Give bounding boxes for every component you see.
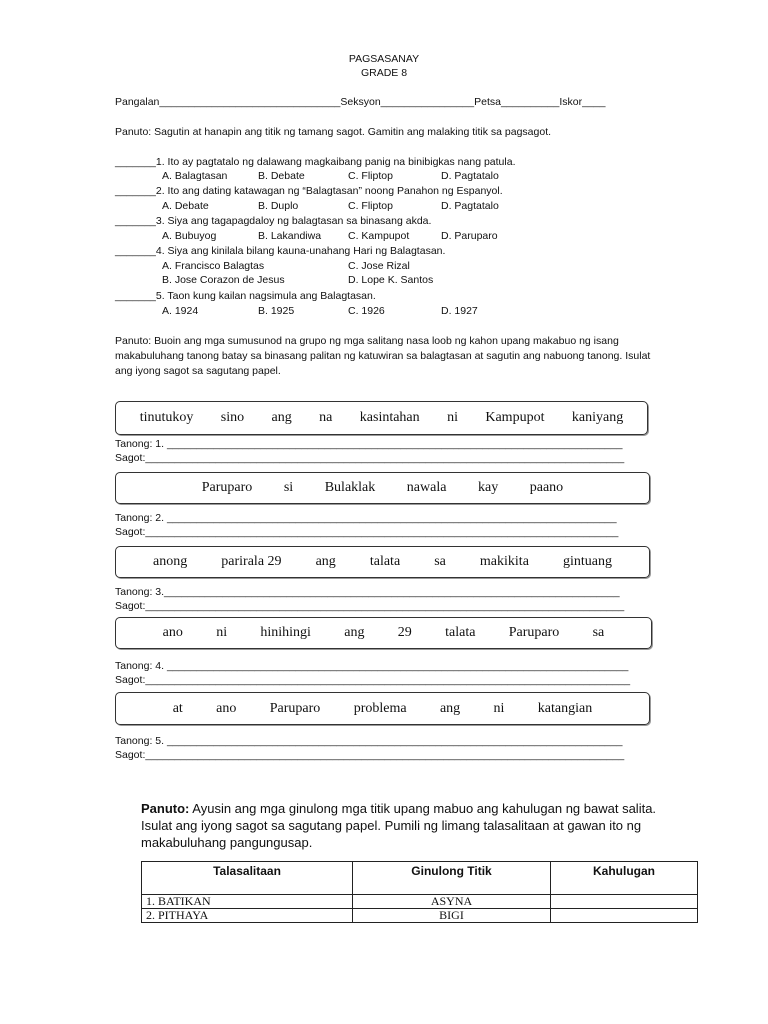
option-a: A. Bubuyog	[162, 230, 217, 242]
option-b: B. Duplo	[258, 200, 299, 212]
word: sa	[434, 554, 446, 569]
header-kahulugan: Kahulugan	[551, 862, 698, 895]
word: ang	[344, 625, 365, 640]
part3-instruction-text: Ayusin ang mga ginulong mga titik upang mabuo ang kahulugan ng bawat salita. Isulat ang iyong sagot sa sagutang papel. Pumili ng limang talasalitaan at gawan ito ng makabuluhang pangungusap.	[141, 801, 657, 850]
question-text: _______2. Ito ang dating katawagan ng “Balagtasan” noong Panahon ng Espanyol.	[115, 185, 503, 197]
option-d: D. 1927	[441, 305, 478, 317]
option-d: D. Paruparo	[441, 230, 498, 242]
word: anong	[153, 554, 188, 569]
question-text: _______4. Siya ang kinilala bilang kauna-unahang Hari ng Balagtasan.	[115, 245, 446, 257]
cell-meaning[interactable]	[551, 909, 698, 923]
word: katangian	[537, 700, 593, 716]
word: Paruparo	[201, 480, 253, 495]
word: Kampupot	[485, 410, 545, 425]
word: kay	[477, 480, 499, 495]
sagot-2-line[interactable]: Sagot:_________________________________________________________________________________	[115, 526, 619, 538]
tanong-3-line[interactable]: Tanong: 3.______________________________________________________________________________	[115, 586, 620, 598]
word: sino	[220, 410, 245, 425]
word-box-3	[115, 546, 650, 578]
cell-word: 2. PITHAYA	[142, 909, 353, 923]
word: nawala	[406, 480, 447, 495]
cell-meaning[interactable]	[551, 895, 698, 909]
option-a: A. 1924	[162, 305, 199, 317]
word: ang	[439, 700, 461, 716]
option-a: A. Debate	[162, 200, 209, 212]
cell-word: 1. BATIKAN	[142, 895, 353, 909]
word: talata	[445, 625, 476, 640]
word: ang	[315, 554, 336, 569]
part2-instruction: Panuto: Buoin ang mga sumusunod na grupo ng mga salitang nasa loob ng kahon upang makabuo ng isang makabuluhang tanong batay sa binasang palitan ng katuwiran sa balagtasan at sagutin ang nabuong tanong. Isulat ang iyong sagot sa sagutang papel.	[115, 335, 651, 377]
option-c: C. Jose Rizal	[348, 260, 410, 272]
header-talasalitaan: Talasalitaan	[142, 862, 353, 895]
word: paano	[529, 480, 564, 495]
word: at	[172, 700, 183, 716]
sagot-5-line[interactable]: Sagot:__________________________________________________________________________________	[115, 749, 625, 761]
sagot-4-line[interactable]: Sagot:___________________________________________________________________________________	[115, 674, 631, 686]
question-text: _______3. Siya ang tagapagdaloy ng balagtasan sa binasang akda.	[115, 215, 432, 227]
word: Bulaklak	[324, 480, 376, 495]
sagot-3-line[interactable]: Sagot:__________________________________________________________________________________	[115, 600, 625, 612]
option-a: A. Balagtasan	[162, 170, 228, 182]
tanong-5-line[interactable]: Tanong: 5. ______________________________________________________________________________	[115, 735, 623, 747]
page-title: PAGSASANAY	[348, 53, 420, 65]
vocabulary-table	[141, 861, 698, 923]
word: Paruparo	[269, 700, 321, 716]
word: ni	[216, 625, 228, 640]
student-info-line: Pangalan_______________________________Seksyon________________Petsa__________Iskor____	[115, 96, 606, 108]
word: hinihingi	[260, 625, 311, 640]
word: talata	[369, 554, 401, 569]
word: na	[319, 410, 333, 425]
question-text: _______5. Taon kung kailan nagsimula ang Balagtasan.	[115, 290, 376, 302]
part3-instruction	[141, 800, 681, 851]
cell-scrambled: BIGI	[353, 909, 551, 923]
word: kaniyang	[571, 410, 624, 425]
word: problema	[353, 700, 407, 716]
word: gintuang	[562, 554, 612, 569]
option-b: B. 1925	[258, 305, 295, 317]
word: kasintahan	[359, 410, 420, 425]
tanong-1-line[interactable]: Tanong: 1. ______________________________________________________________________________	[115, 438, 623, 450]
word: sa	[592, 625, 605, 640]
word: ano	[216, 700, 237, 716]
part1-instruction: Panuto: Sagutin at hanapin ang titik ng tamang sagot. Gamitin ang malaking titik sa pagsagot.	[115, 126, 552, 138]
question-text: _______1. Ito ay pagtatalo ng dalawang magkaibang panig na binibigkas nang patula.	[115, 156, 516, 168]
word: tinutukoy	[139, 410, 194, 425]
grade-label: GRADE 8	[360, 67, 408, 79]
cell-scrambled: ASYNA	[353, 895, 551, 909]
word: Paruparo	[508, 625, 560, 640]
option-c: C. Kampupot	[348, 230, 410, 242]
option-d: D. Pagtatalo	[441, 170, 499, 182]
panuto-label: Panuto:	[141, 801, 190, 816]
word: makikita	[479, 554, 529, 569]
option-b: B. Debate	[258, 170, 305, 182]
word: si	[283, 480, 294, 495]
header-ginulong-titik: Ginulong Titik	[353, 862, 551, 895]
option-d: D. Pagtatalo	[441, 200, 499, 212]
sagot-1-line[interactable]: Sagot:__________________________________________________________________________________	[115, 452, 625, 464]
word-box-2	[115, 472, 650, 504]
option-b: B. Lakandiwa	[258, 230, 322, 242]
word: ni	[493, 700, 505, 716]
option-d: D. Lope K. Santos	[348, 274, 434, 286]
word-box-1	[115, 401, 648, 435]
table-header-row	[142, 862, 698, 895]
word-box-4	[115, 617, 652, 649]
option-c: C. Fliptop	[348, 170, 393, 182]
word: 29	[397, 625, 412, 640]
table-row	[142, 895, 698, 909]
option-c: C. 1926	[348, 305, 385, 317]
word: ano	[162, 625, 183, 640]
option-a: A. Francisco Balagtas	[162, 260, 265, 272]
tanong-4-line[interactable]: Tanong: 4. _______________________________________________________________________________	[115, 660, 629, 672]
word-box-5	[115, 692, 650, 725]
word: ang	[271, 410, 292, 425]
option-c: C. Fliptop	[348, 200, 393, 212]
table-row	[142, 909, 698, 923]
tanong-2-line[interactable]: Tanong: 2. _____________________________________________________________________________	[115, 512, 617, 524]
word: parirala 29	[221, 554, 282, 569]
option-b: B. Jose Corazon de Jesus	[162, 274, 285, 286]
word: ni	[447, 410, 458, 425]
